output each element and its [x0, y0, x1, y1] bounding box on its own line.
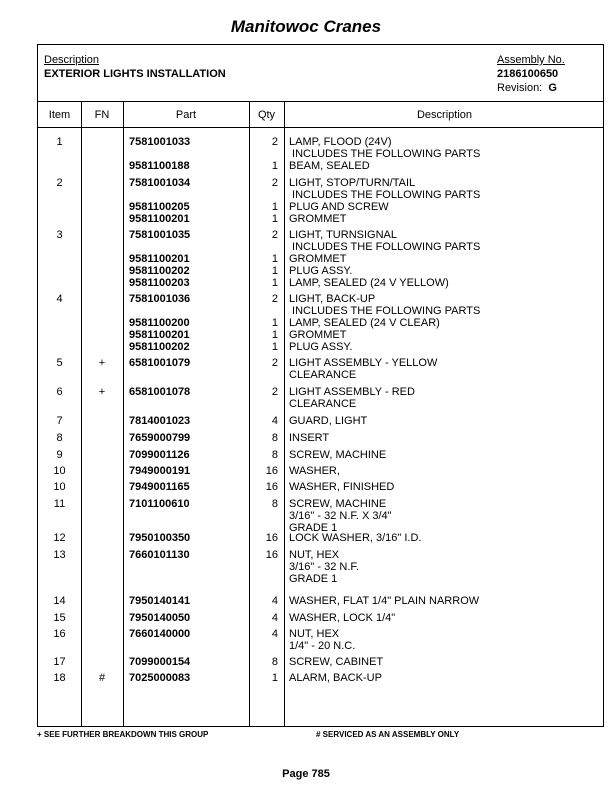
description-line: SCREW, MACHINE	[289, 449, 387, 461]
column-divider	[284, 102, 285, 726]
quantities	[248, 628, 278, 640]
description-line: LIGHT, STOP/TURN/TAIL	[289, 177, 416, 189]
part-numbers	[129, 432, 249, 444]
column-header-item: Item	[48, 109, 71, 121]
description-line: INCLUDES THE FOLLOWING PARTS	[289, 305, 481, 317]
part-number: 7660140000	[129, 628, 191, 640]
part-numbers	[129, 229, 249, 289]
column-header-description: Description	[416, 109, 473, 121]
description-line: LAMP, FLOOD (24V)	[289, 136, 392, 148]
descriptions	[289, 415, 599, 427]
part-numbers	[129, 386, 249, 398]
item-number: 1	[56, 136, 63, 148]
item-number: 12	[53, 532, 66, 544]
quantities	[248, 549, 278, 561]
descriptions	[289, 628, 599, 652]
column-header-part: Part	[175, 109, 197, 121]
descriptions	[289, 481, 599, 493]
description-line: LIGHT ASSEMBLY - RED	[289, 386, 415, 398]
fn-marker: #	[98, 672, 106, 684]
quantities	[248, 532, 278, 544]
descriptions	[289, 136, 599, 172]
part-number: 9581100188	[129, 160, 190, 172]
part-numbers	[129, 357, 249, 369]
revision-label: Revision:	[497, 82, 543, 94]
assembly-label: Assembly No.	[497, 54, 565, 66]
quantity: 4	[271, 612, 278, 624]
footnote-further-breakdown: + SEE FURTHER BREAKDOWN THIS GROUP	[37, 730, 209, 739]
descriptions	[289, 177, 599, 225]
quantity: 8	[271, 656, 278, 668]
quantity: 16	[265, 549, 278, 561]
part-number: 6581001078	[129, 386, 191, 398]
item-number: 7	[56, 415, 63, 427]
item-number: 6	[56, 386, 63, 398]
fn-marker	[81, 432, 123, 444]
part-numbers	[129, 656, 249, 668]
quantity: 2	[271, 293, 278, 305]
descriptions	[289, 357, 599, 381]
item-number: 4	[56, 293, 63, 305]
part-number: 7101100610	[129, 498, 190, 510]
quantity: 8	[271, 449, 278, 461]
description-line: LIGHT, TURNSIGNAL	[289, 229, 397, 241]
quantity: 1	[271, 265, 278, 277]
part-number: 6581001079	[129, 357, 191, 369]
part-number: 9581100203	[129, 277, 190, 289]
quantity: 4	[271, 415, 278, 427]
revision-value: G	[548, 82, 557, 94]
fn-marker	[81, 229, 123, 241]
fn-marker	[81, 481, 123, 493]
description-line: CLEARANCE	[289, 369, 357, 381]
part-number: 9581100201	[129, 213, 190, 225]
part-number: 9581100201	[129, 329, 190, 341]
quantity: 4	[271, 595, 278, 607]
quantity: 1	[271, 317, 278, 329]
part-number: 7949000191	[129, 465, 191, 477]
part-number: 7099000154	[129, 656, 191, 668]
part-number: 7950140141	[129, 595, 191, 607]
description-line: INSERT	[289, 432, 330, 444]
description-line: WASHER, FLAT 1/4" PLAIN NARROW	[289, 595, 480, 607]
description-line: PLUG AND SCREW	[289, 201, 389, 213]
fn-marker	[81, 595, 123, 607]
quantity	[248, 305, 278, 317]
fn-marker	[81, 532, 123, 544]
item-number: 11	[53, 498, 66, 510]
description-line: PLUG ASSY.	[289, 265, 353, 277]
item-number: 16	[53, 628, 66, 640]
column-header-qty: Qty	[257, 109, 276, 121]
footnote-serviced-assembly: # SERVICED AS AN ASSEMBLY ONLY	[316, 730, 460, 739]
part-number: 7659000799	[129, 432, 191, 444]
descriptions	[289, 229, 599, 289]
quantity: 1	[271, 213, 278, 225]
part-number: 7660101130	[129, 549, 190, 561]
fn-marker	[81, 293, 123, 305]
parts-table-frame	[37, 44, 604, 727]
quantity: 2	[271, 229, 278, 241]
descriptions	[289, 595, 599, 607]
description-line: SCREW, MACHINE	[289, 498, 387, 510]
quantity: 1	[271, 277, 278, 289]
quantities	[248, 293, 278, 353]
fn-marker	[81, 628, 123, 640]
quantities	[248, 465, 278, 477]
fn-marker	[81, 498, 123, 510]
item-number: 10	[53, 481, 66, 493]
part-numbers	[129, 532, 249, 544]
part-numbers	[129, 293, 249, 353]
description-line: 3/16" - 32 N.F. X 3/4"	[289, 510, 392, 522]
part-number	[129, 305, 249, 317]
quantities	[248, 449, 278, 461]
item-number: 9	[56, 449, 63, 461]
fn-marker: +	[98, 357, 106, 369]
quantity: 1	[271, 329, 278, 341]
part-number: 9581100202	[129, 341, 190, 353]
description-line: GRADE 1	[289, 573, 338, 585]
description-line: WASHER, FINISHED	[289, 481, 395, 493]
quantities	[248, 177, 278, 225]
description-line: WASHER, LOCK 1/4"	[289, 612, 396, 624]
part-number: 7581001033	[129, 136, 191, 148]
description-line: GROMMET	[289, 329, 347, 341]
part-numbers	[129, 449, 249, 461]
quantity: 1	[271, 253, 278, 265]
part-numbers	[129, 498, 249, 510]
quantity: 2	[271, 136, 278, 148]
quantity: 2	[271, 177, 278, 189]
part-number: 9581100201	[129, 253, 190, 265]
part-number: 7950100350	[129, 532, 191, 544]
description-line: PLUG ASSY.	[289, 341, 353, 353]
fn-marker	[81, 415, 123, 427]
descriptions	[289, 386, 599, 410]
quantities	[248, 481, 278, 493]
column-divider	[123, 102, 124, 726]
quantity: 1	[271, 672, 278, 684]
part-number: 7581001034	[129, 177, 191, 189]
description-line: ALARM, BACK-UP	[289, 672, 382, 684]
quantity: 8	[271, 432, 278, 444]
assembly-header	[38, 45, 603, 102]
fn-marker	[81, 656, 123, 668]
fn-marker	[81, 136, 123, 148]
descriptions	[289, 432, 599, 444]
quantities	[248, 357, 278, 369]
part-numbers	[129, 595, 249, 607]
item-number: 2	[56, 177, 63, 189]
quantity	[248, 189, 278, 201]
description-label: Description	[44, 54, 100, 66]
quantities	[248, 229, 278, 289]
part-number: 9581100202	[129, 265, 190, 277]
descriptions	[289, 656, 599, 668]
item-number: 10	[53, 465, 66, 477]
description-line: INCLUDES THE FOLLOWING PARTS	[289, 148, 481, 160]
quantity: 2	[271, 357, 278, 369]
description-line: BEAM, SEALED	[289, 160, 370, 172]
description-line: GROMMET	[289, 253, 347, 265]
part-number: 7949001165	[129, 481, 190, 493]
part-numbers	[129, 481, 249, 493]
description-line: GROMMET	[289, 213, 347, 225]
descriptions	[289, 612, 599, 624]
description-line: LOCK WASHER, 3/16" I.D.	[289, 532, 422, 544]
part-number: 9581100205	[129, 201, 190, 213]
description-line: LIGHT ASSEMBLY - YELLOW	[289, 357, 438, 369]
item-number: 3	[56, 229, 63, 241]
description-line: GRADE 1	[289, 522, 338, 534]
description-line: LAMP, SEALED (24 V YELLOW)	[289, 277, 449, 289]
part-number: 7950140050	[129, 612, 191, 624]
descriptions	[289, 498, 599, 534]
quantity: 1	[271, 201, 278, 213]
part-number: 7581001035	[129, 229, 191, 241]
item-number: 17	[53, 656, 66, 668]
quantities	[248, 595, 278, 607]
part-number	[129, 189, 249, 201]
part-numbers	[129, 628, 249, 640]
description-line: GUARD, LIGHT	[289, 415, 368, 427]
item-number: 15	[53, 612, 66, 624]
quantities	[248, 656, 278, 668]
part-number: 7099001126	[129, 449, 190, 461]
part-numbers	[129, 177, 249, 225]
descriptions	[289, 293, 599, 353]
quantities	[248, 612, 278, 624]
description-line: LAMP, SEALED (24 V CLEAR)	[289, 317, 440, 329]
part-numbers	[129, 465, 249, 477]
part-numbers	[129, 672, 249, 684]
part-number	[129, 241, 249, 253]
quantity: 16	[265, 465, 278, 477]
assembly-value: 2186100650	[497, 68, 559, 80]
descriptions	[289, 549, 599, 585]
quantity: 8	[271, 498, 278, 510]
descriptions	[289, 532, 599, 544]
quantities	[248, 136, 278, 172]
fn-marker: +	[98, 386, 106, 398]
part-number: 7814001023	[129, 415, 191, 427]
part-numbers	[129, 136, 249, 172]
part-number: 9581100200	[129, 317, 190, 329]
part-number: 7581001036	[129, 293, 191, 305]
part-number: 7025000083	[129, 672, 191, 684]
fn-marker	[81, 177, 123, 189]
quantity: 2	[271, 386, 278, 398]
description-line: NUT, HEX	[289, 549, 340, 561]
fn-marker	[81, 549, 123, 561]
description-line: LIGHT, BACK-UP	[289, 293, 376, 305]
item-number: 5	[56, 357, 63, 369]
description-line: INCLUDES THE FOLLOWING PARTS	[289, 241, 481, 253]
description-line: INCLUDES THE FOLLOWING PARTS	[289, 189, 481, 201]
description-value: EXTERIOR LIGHTS INSTALLATION	[44, 68, 226, 80]
quantities	[248, 672, 278, 684]
descriptions	[289, 449, 599, 461]
description-line: NUT, HEX	[289, 628, 340, 640]
description-line: 1/4" - 20 N.C.	[289, 640, 356, 652]
column-header-fn: FN	[94, 109, 110, 121]
quantity: 4	[271, 628, 278, 640]
quantity: 16	[265, 532, 278, 544]
description-line: 3/16" - 32 N.F.	[289, 561, 359, 573]
part-numbers	[129, 612, 249, 624]
part-numbers	[129, 415, 249, 427]
quantity	[248, 241, 278, 253]
quantity: 1	[271, 341, 278, 353]
page-number: Page 785	[282, 768, 330, 780]
descriptions	[289, 465, 599, 477]
quantities	[248, 386, 278, 398]
quantity: 16	[265, 481, 278, 493]
quantities	[248, 498, 278, 510]
part-number	[129, 148, 249, 160]
description-line: WASHER,	[289, 465, 340, 477]
descriptions	[289, 672, 599, 684]
fn-marker	[81, 465, 123, 477]
item-number: 13	[53, 549, 66, 561]
description-line: SCREW, CABINET	[289, 656, 384, 668]
description-line: CLEARANCE	[289, 398, 357, 410]
quantity	[248, 148, 278, 160]
item-number: 8	[56, 432, 63, 444]
fn-marker	[81, 612, 123, 624]
item-number: 14	[53, 595, 66, 607]
fn-marker	[81, 449, 123, 461]
quantities	[248, 415, 278, 427]
document-title: Manitowoc Cranes	[230, 17, 382, 36]
item-number: 18	[53, 672, 66, 684]
quantity: 1	[271, 160, 278, 172]
quantities	[248, 432, 278, 444]
part-numbers	[129, 549, 249, 561]
